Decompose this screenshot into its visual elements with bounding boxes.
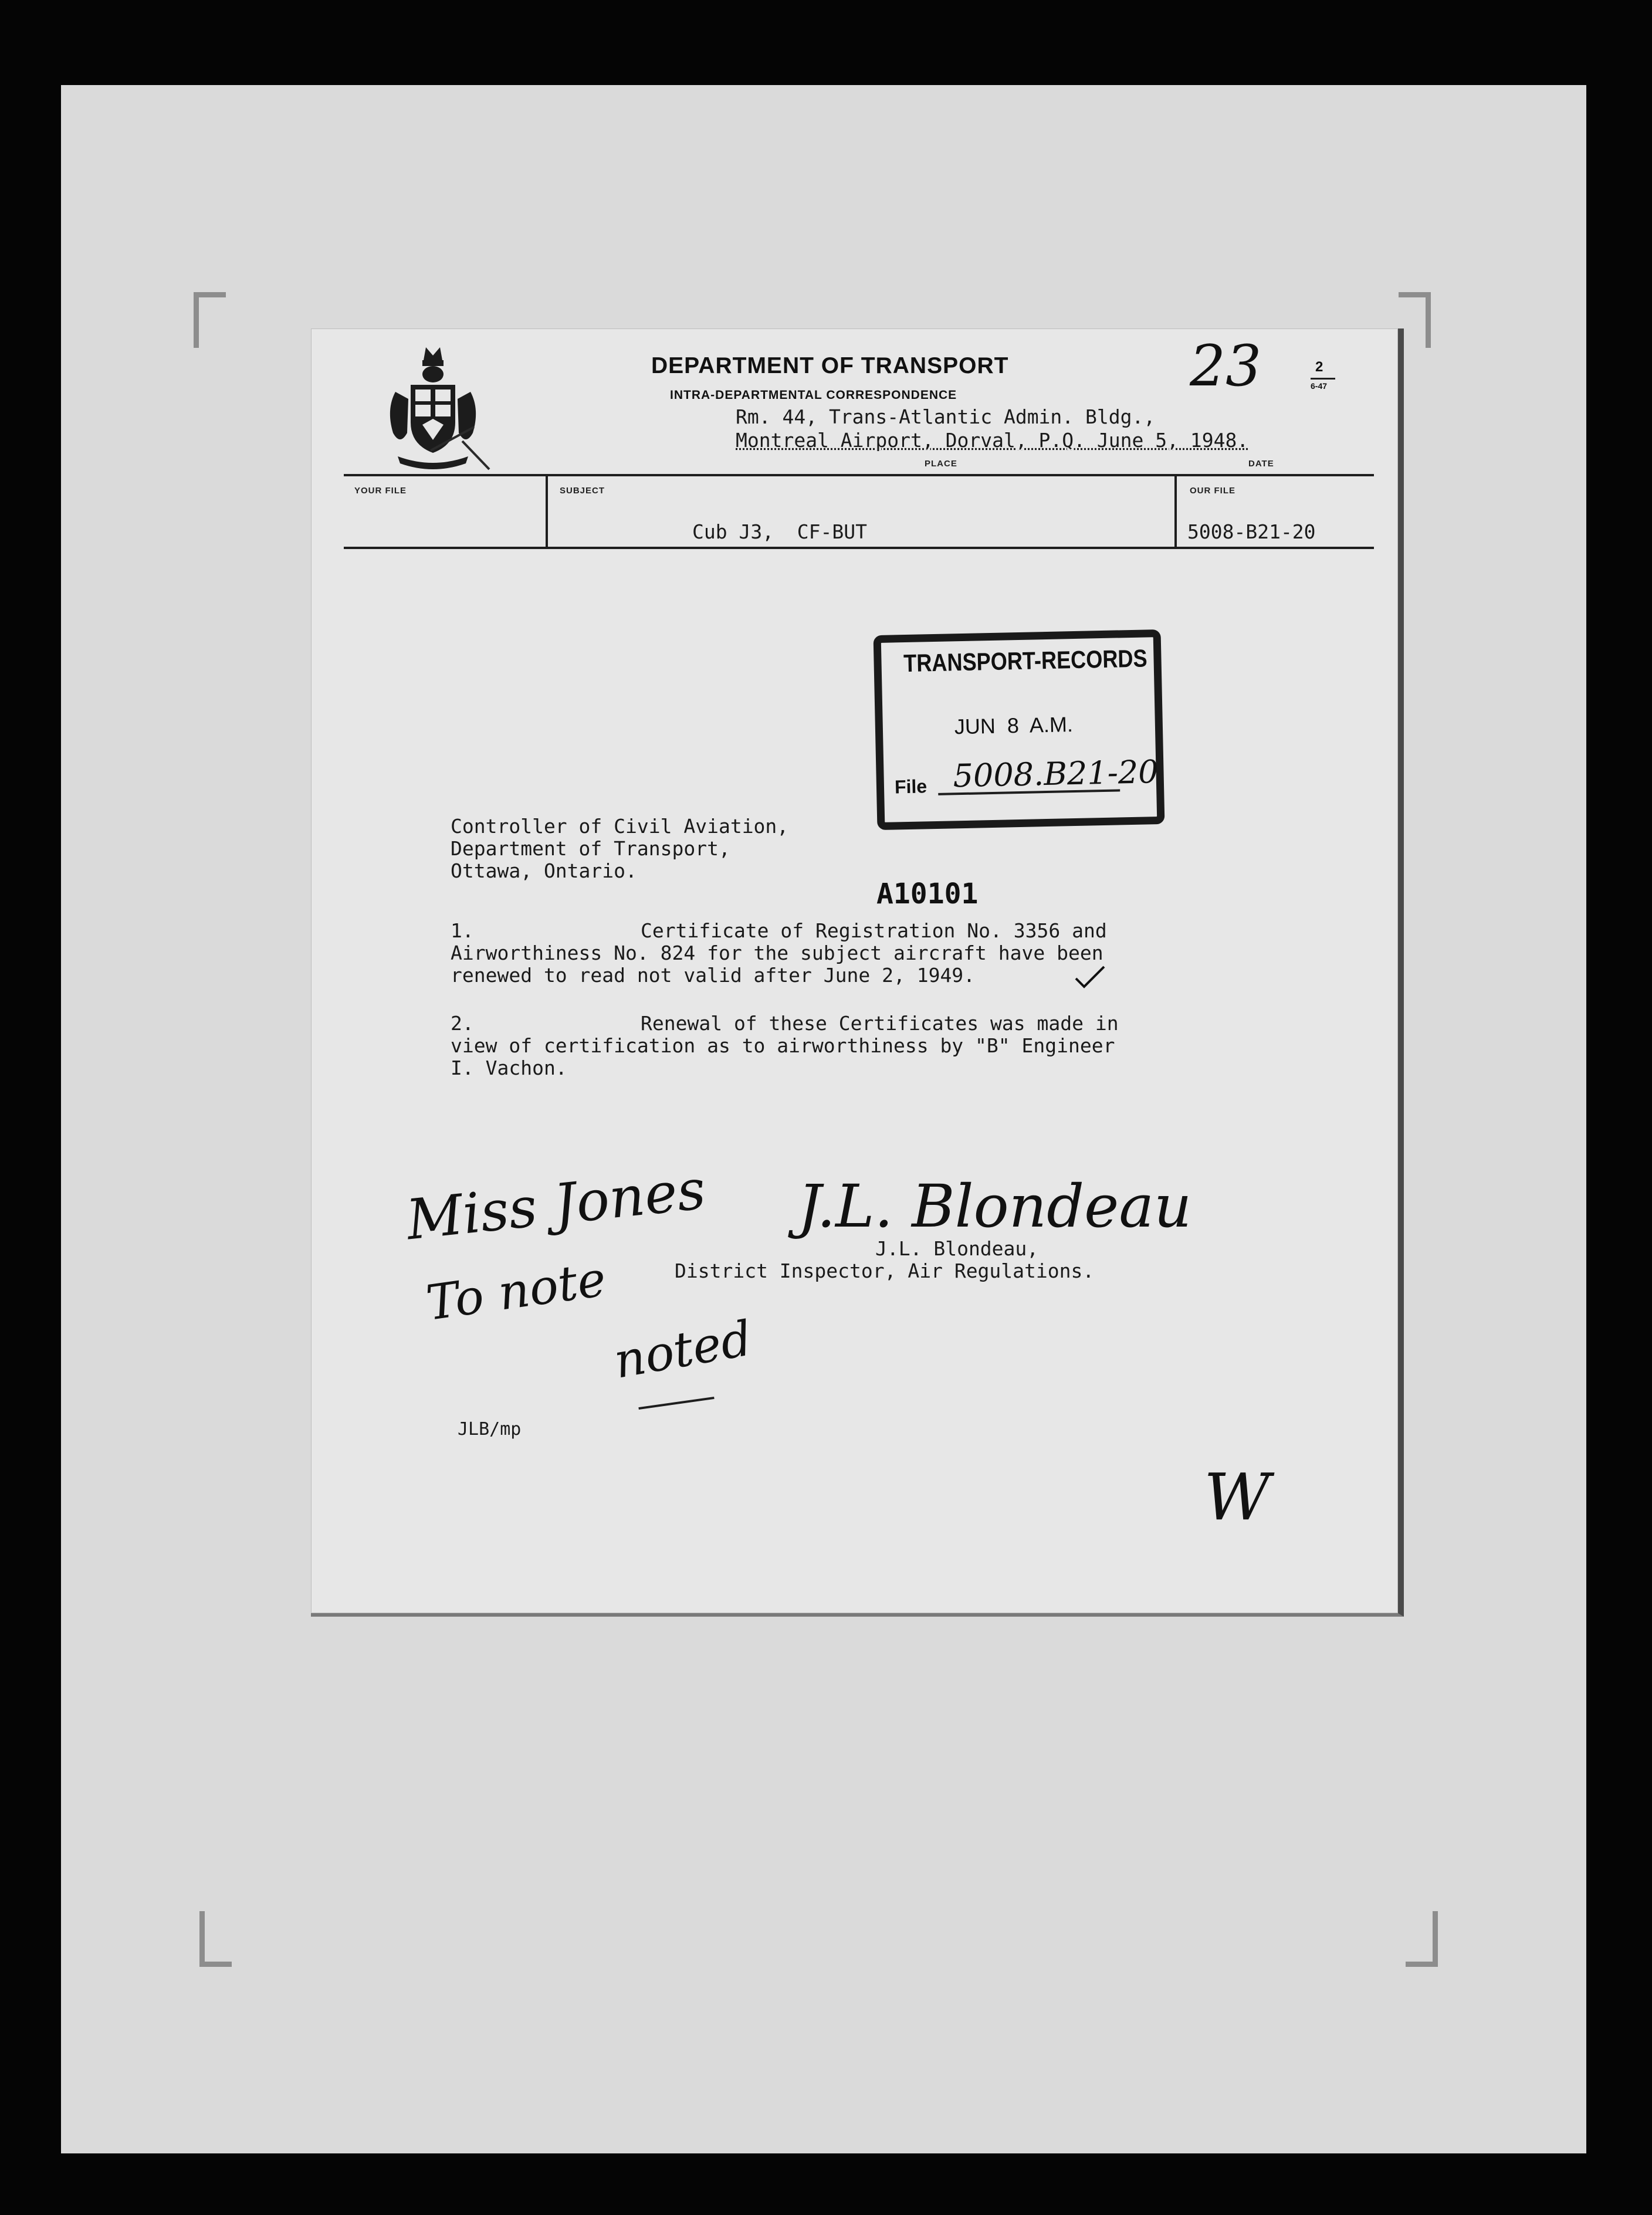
paragraph-2-line-1: Renewal of these Certificates was made in — [641, 1012, 1119, 1035]
stamp-date: JUN 8 A.M. — [954, 712, 1074, 739]
stamp-title: TRANSPORT-RECORDS — [903, 644, 1148, 678]
our-file-label: OUR FILE — [1190, 486, 1235, 496]
handwritten-note-line-2: To note — [422, 1251, 610, 1332]
subject-value: Cub J3, CF-BUT — [692, 520, 868, 543]
header-divider-1 — [546, 474, 548, 549]
paragraph-1-line-2: Airworthiness No. 824 for the subject aircraft have been — [451, 941, 1103, 964]
form-number-divider — [1311, 378, 1335, 380]
handwritten-signature: J.L. Blondeau — [798, 1172, 1192, 1241]
department-title: DEPARTMENT OF TRANSPORT — [651, 353, 1009, 378]
date-label: DATE — [1248, 459, 1274, 469]
paragraph-2-number: 2. — [451, 1012, 474, 1035]
crop-mark-bottom-left — [199, 1911, 232, 1967]
stamp-file-label: File — [894, 775, 927, 798]
place-label: PLACE — [925, 459, 957, 469]
stamp-file-number: 5008.B21-20 — [952, 753, 1159, 795]
header-top-rule — [344, 474, 1374, 476]
form-revision: 6-47 — [1311, 381, 1328, 391]
signatory-title: District Inspector, Air Regulations. — [675, 1259, 1095, 1282]
your-file-label: YOUR FILE — [354, 486, 407, 496]
department-subtitle: INTRA-DEPARTMENTAL CORRESPONDENCE — [670, 388, 957, 402]
paragraph-1-number: 1. — [451, 919, 474, 942]
header-divider-2 — [1174, 474, 1177, 549]
memo-letter — [311, 328, 1404, 1617]
paragraph-1-line-3: renewed to read not valid after June 2, 1949. — [451, 964, 976, 987]
reference-initials: JLB/mp — [458, 1419, 522, 1440]
handwritten-noted: noted — [610, 1310, 756, 1390]
reference-number: A10101 — [876, 878, 979, 910]
handwritten-underline — [638, 1397, 714, 1410]
subject-label: SUBJECT — [560, 486, 605, 496]
handwritten-note-line-1: Miss Jones — [403, 1157, 709, 1253]
paragraph-1-line-1: Certificate of Registration No. 3356 and — [641, 919, 1107, 942]
paragraph-2-line-2: view of certification as to airworthiness by "B" Engineer — [451, 1034, 1115, 1057]
handwritten-initials: W — [1204, 1459, 1271, 1535]
crop-mark-bottom-right — [1406, 1911, 1438, 1967]
recipient-line-2: Department of Transport, — [451, 837, 730, 860]
checkmark-icon — [1072, 963, 1108, 991]
form-number: 2 — [1315, 359, 1323, 375]
coat-of-arms-icon — [374, 345, 497, 474]
typed-signatory-name: J.L. Blondeau, — [875, 1237, 1039, 1260]
address-line-2: Montreal Airport, Dorval, P.Q. June 5, 1948. — [736, 429, 1249, 452]
paragraph-2-line-3: I. Vachon. — [451, 1056, 567, 1079]
recipient-line-1: Controller of Civil Aviation, — [451, 815, 789, 838]
crop-mark-top-left — [194, 292, 226, 348]
header-bottom-rule — [344, 547, 1374, 549]
our-file-value: 5008-B21-20 — [1187, 520, 1316, 543]
recipient-line-3: Ottawa, Ontario. — [451, 859, 637, 882]
address-line-1: Rm. 44, Trans-Atlantic Admin. Bldg., — [736, 405, 1156, 428]
transport-records-stamp — [874, 629, 1165, 830]
handwritten-page-number: 23 — [1190, 333, 1262, 399]
